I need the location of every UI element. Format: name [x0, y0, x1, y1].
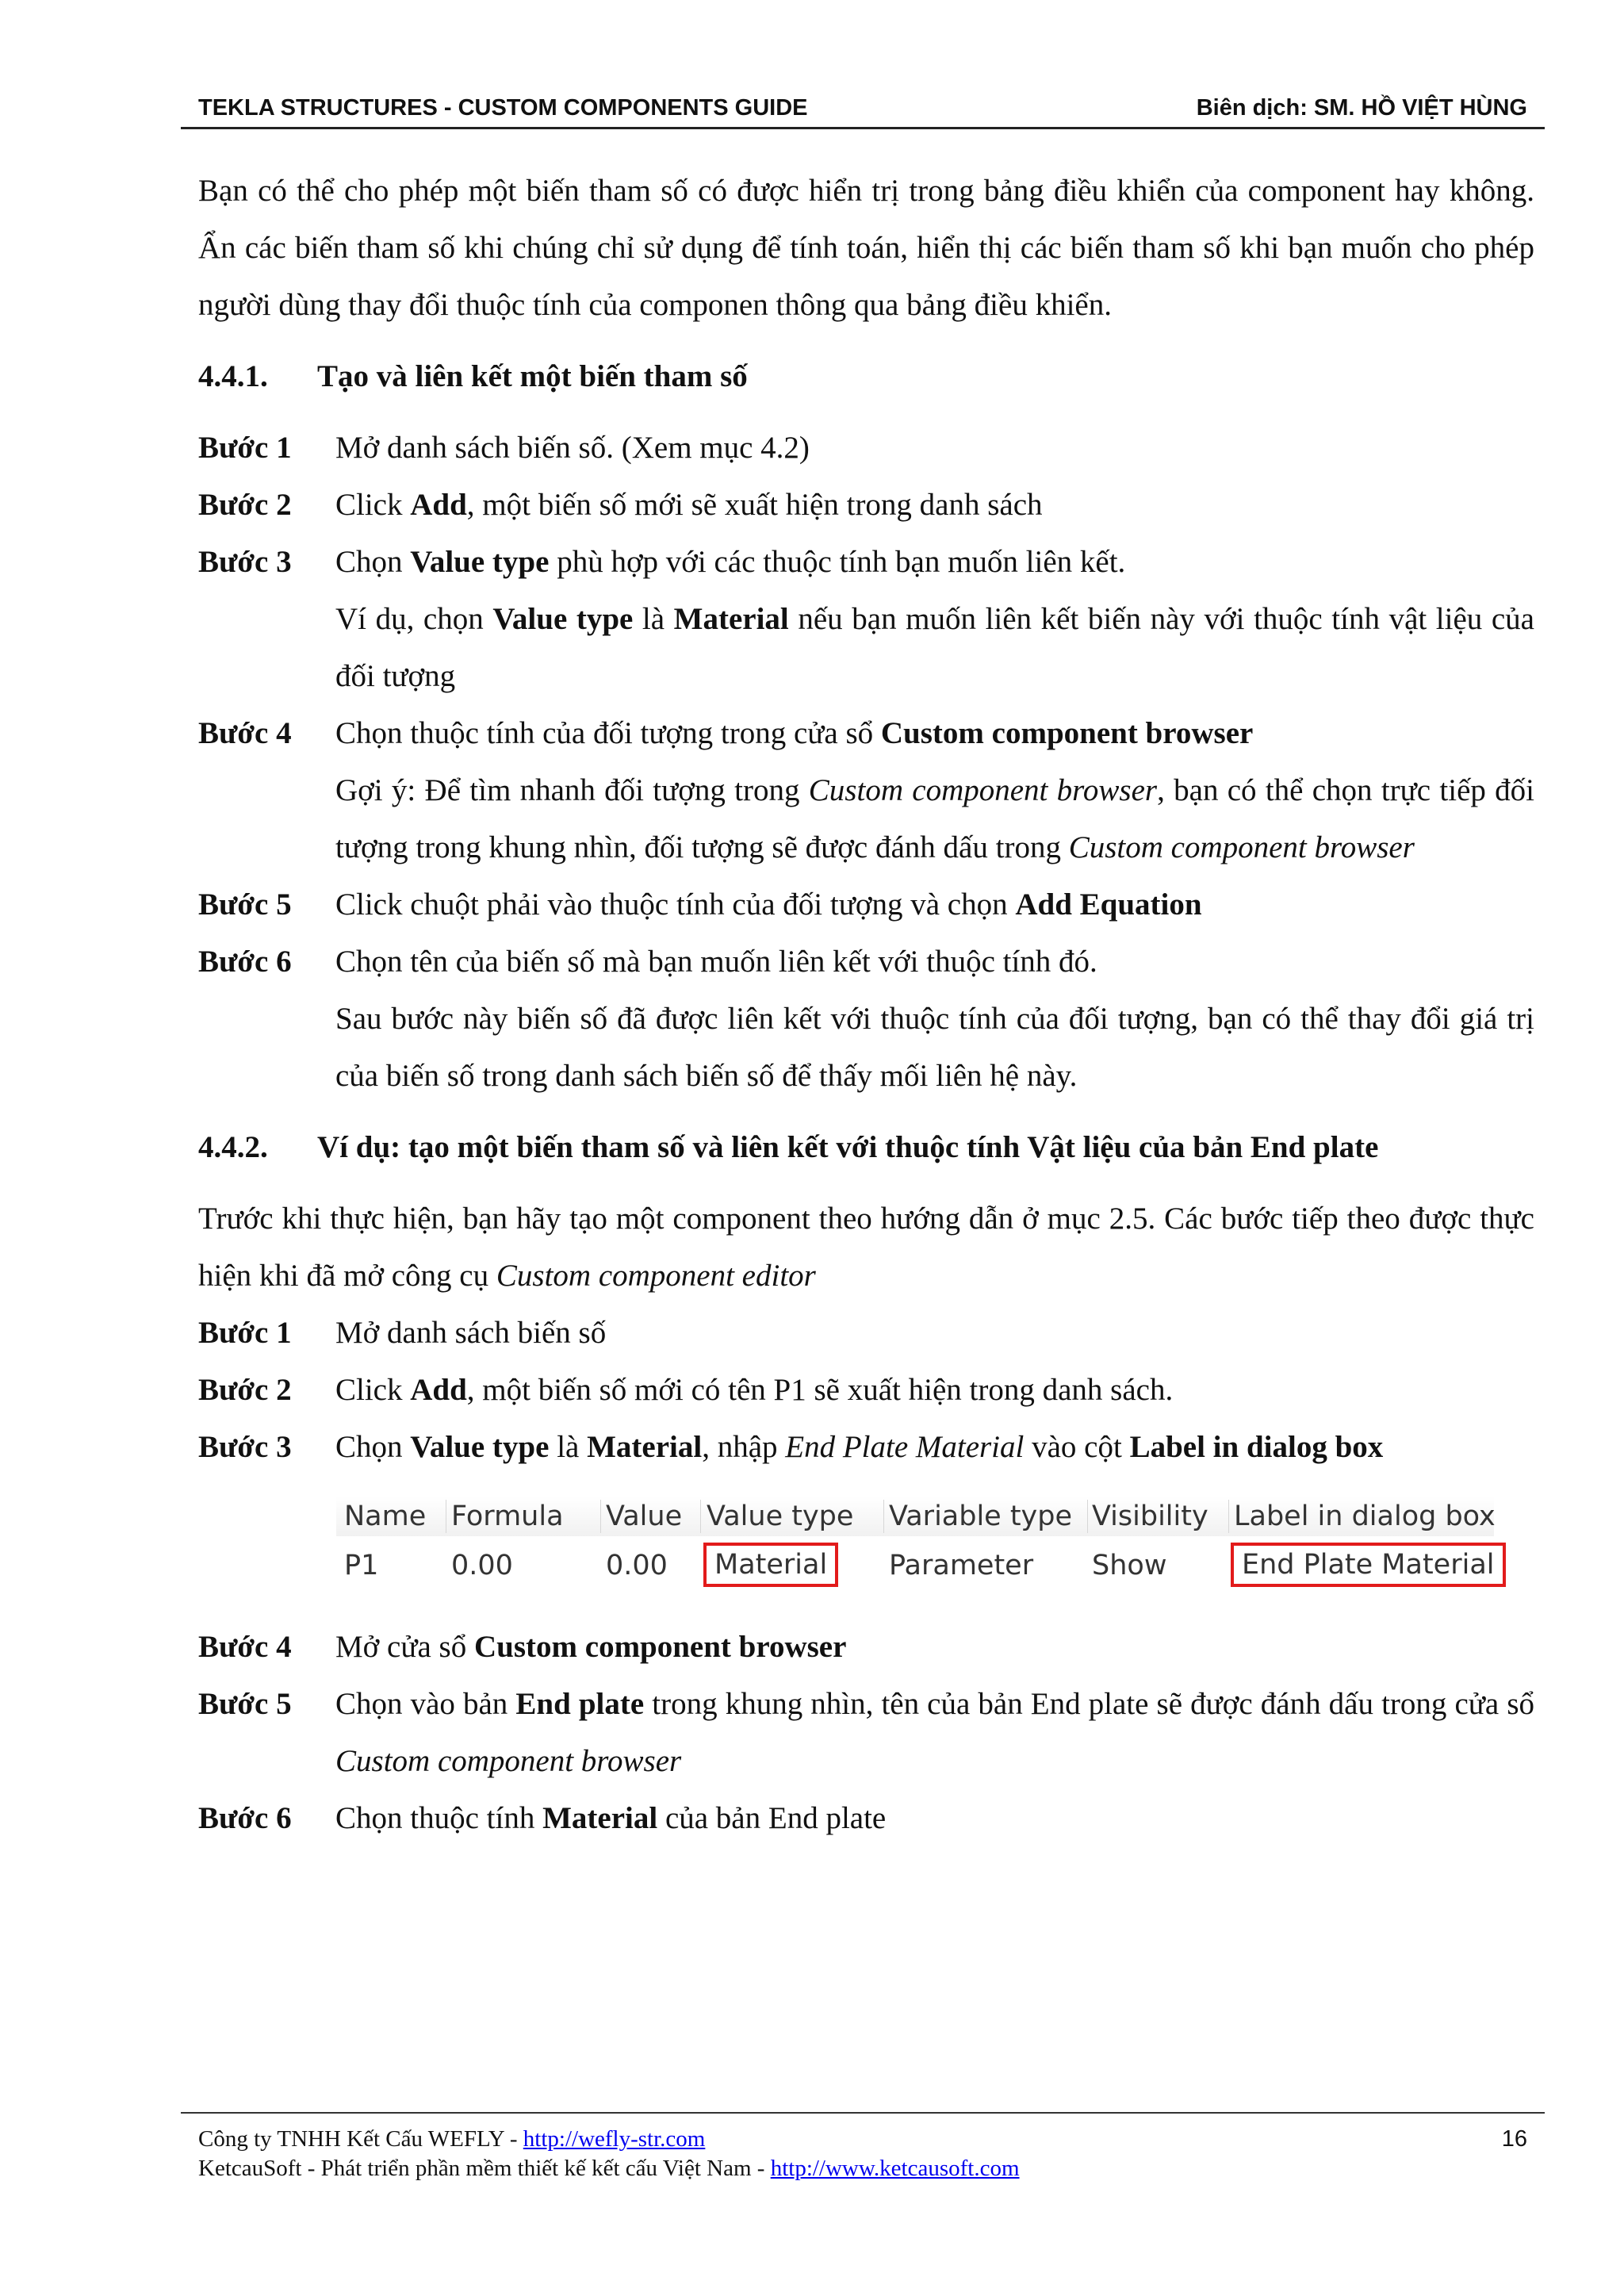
step-label: Bước 1 — [198, 1316, 292, 1350]
step-text: Click Add, một biến số mới có tên P1 sẽ xuất hiện trong danh sách. — [335, 1373, 1174, 1407]
step-item — [198, 1419, 1534, 1476]
variable-table-screenshot — [336, 1497, 1494, 1598]
step-text: Mở danh sách biến số. (Xem mục 4.2) — [335, 431, 810, 465]
step-item — [198, 1790, 1534, 1847]
step-label: Bước 5 — [198, 887, 292, 922]
step-item — [198, 1362, 1534, 1419]
table-cell[interactable]: Show — [1092, 1550, 1167, 1581]
page-content — [198, 163, 1534, 1847]
step-label: Bước 4 — [198, 716, 292, 750]
page-header — [181, 95, 1545, 129]
step-item — [198, 1619, 1534, 1676]
footer-company-line: Công ty TNHH Kết Cấu WEFLY - http://wefly-str.com — [198, 2126, 706, 2152]
intro-paragraph: Bạn có thể cho phép một biến tham số có được hiển trị trong bảng điều khiển của component hay không. Ẩn các biến tham số khi chúng chỉ sử dụng để tính toán, hiển thị các biến tham số khi bạn muốn cho phép người dùng thay đổi thuộc tính của componen thông qua bảng điều khiển. — [198, 174, 1534, 322]
step-item — [198, 534, 1534, 705]
step-text: Click chuột phải vào thuộc tính của đối tượng và chọn Add Equation — [335, 887, 1202, 922]
step-item — [198, 1305, 1534, 1362]
header-translator: Biên dịch: SM. HỒ VIỆT HÙNG — [1196, 95, 1527, 121]
column-header[interactable]: Formula — [451, 1501, 564, 1532]
step-label: Bước 5 — [198, 1687, 292, 1721]
step-label: Bước 6 — [198, 1801, 292, 1835]
table-cell[interactable]: 0.00 — [606, 1550, 668, 1581]
label-cell-highlighted[interactable]: End Plate Material — [1231, 1543, 1506, 1587]
step-label: Bước 3 — [198, 1430, 292, 1464]
step-label: Bước 3 — [198, 545, 292, 579]
software-link[interactable]: http://www.ketcausoft.com — [770, 2156, 1020, 2181]
section-number: 4.4.1. — [198, 359, 268, 393]
column-header[interactable]: Name — [344, 1501, 427, 1532]
table-cell[interactable]: 0.00 — [451, 1550, 513, 1581]
step-text: Chọn vào bản End plate trong khung nhìn, tên của bản End plate sẽ được đánh dấu trong cửa sổ Custom component browser — [335, 1687, 1534, 1778]
column-header[interactable]: Value — [606, 1501, 683, 1532]
step-note: Sau bước này biến số đã được liên kết với thuộc tính của đối tượng, bạn có thể thay đổi giá trị của biến số trong danh sách biến số để thấy mối liên hệ này. — [335, 1002, 1534, 1093]
table-header — [336, 1497, 1494, 1536]
step-label: Bước 2 — [198, 1373, 292, 1407]
column-header[interactable]: Visibility — [1092, 1501, 1208, 1532]
step-item — [198, 420, 1534, 477]
header-title: TEKLA STRUCTURES - CUSTOM COMPONENTS GUIDE — [198, 95, 808, 121]
step-text: Mở danh sách biến số — [335, 1316, 607, 1350]
step-text: Chọn thuộc tính Material của bản End plate — [335, 1801, 887, 1835]
table-cell[interactable]: P1 — [344, 1550, 379, 1581]
table-row[interactable] — [336, 1543, 1494, 1590]
step-item — [198, 705, 1534, 876]
step-text: Chọn Value type phù hợp với các thuộc tính bạn muốn liên kết. Ví dụ, chọn Value type là Material nếu bạn muốn liên kết biến này với thuộc tính vật liệu của đối tượng — [335, 534, 1534, 705]
column-header[interactable]: Value type — [707, 1501, 854, 1532]
section-heading — [198, 1119, 1534, 1176]
step-item — [198, 1676, 1534, 1790]
step-item — [198, 876, 1534, 933]
step-text: Chọn thuộc tính của đối tượng trong cửa sổ Custom component browser Gợi ý: Để tìm nhanh đối tượng trong Custom component browser, bạn có thể chọn trực tiếp đối tượng trong khung nhìn, đối tượng sẽ được đánh dấu trong Custom component browser — [335, 705, 1534, 876]
step-label: Bước 2 — [198, 488, 292, 522]
column-header[interactable]: Variable type — [889, 1501, 1073, 1532]
page-footer — [181, 2112, 1545, 2183]
step-label: Bước 4 — [198, 1630, 292, 1664]
value-type-cell-highlighted[interactable]: Material — [703, 1543, 838, 1587]
section-title: Tạo và liên kết một biến tham số — [317, 359, 748, 393]
step-label: Bước 6 — [198, 945, 292, 979]
step-note: Gợi ý: Để tìm nhanh đối tượng trong Custom component browser, bạn có thể chọn trực tiếp đối tượng trong khung nhìn, đối tượng sẽ được đánh dấu trong Custom component browser — [335, 773, 1535, 864]
section-heading — [198, 348, 1534, 405]
section-number: 4.4.2. — [198, 1130, 268, 1164]
step-item — [198, 477, 1534, 534]
step-text: Mở cửa sổ Custom component browser — [335, 1630, 847, 1664]
section-title: Ví dụ: tạo một biến tham số và liên kết với thuộc tính Vật liệu của bản End plate — [317, 1130, 1379, 1164]
step-text: Click Add, một biến số mới sẽ xuất hiện trong danh sách — [335, 488, 1043, 522]
step-item — [198, 933, 1534, 1105]
company-link[interactable]: http://wefly-str.com — [523, 2126, 706, 2152]
step-note: Ví dụ, chọn Value type là Material nếu bạn muốn liên kết biến này với thuộc tính vật liệu của đối tượng — [335, 602, 1534, 693]
step-label: Bước 1 — [198, 431, 292, 465]
column-header[interactable]: Label in dialog box — [1234, 1501, 1496, 1532]
table-cell[interactable]: Parameter — [889, 1550, 1034, 1581]
step-text: Chọn tên của biến số mà bạn muốn liên kết với thuộc tính đó. Sau bước này biến số đã được liên kết với thuộc tính của đối tượng, bạn có thể thay đổi giá trị của biến số trong danh sách biến số để thấy mối liên hệ này. — [335, 933, 1534, 1105]
footer-software-line: KetcauSoft - Phát triển phần mềm thiết kế kết cấu Việt Nam - http://www.ketcausoft.com — [198, 2156, 1020, 2181]
section-intro: Trước khi thực hiện, bạn hãy tạo một component theo hướng dẫn ở mục 2.5. Các bước tiếp theo được thực hiện khi đã mở công cụ Custom component editor — [198, 1202, 1534, 1293]
step-text: Chọn Value type là Material, nhập End Plate Material vào cột Label in dialog box — [335, 1430, 1384, 1464]
page-number: 16 — [1501, 2126, 1527, 2152]
